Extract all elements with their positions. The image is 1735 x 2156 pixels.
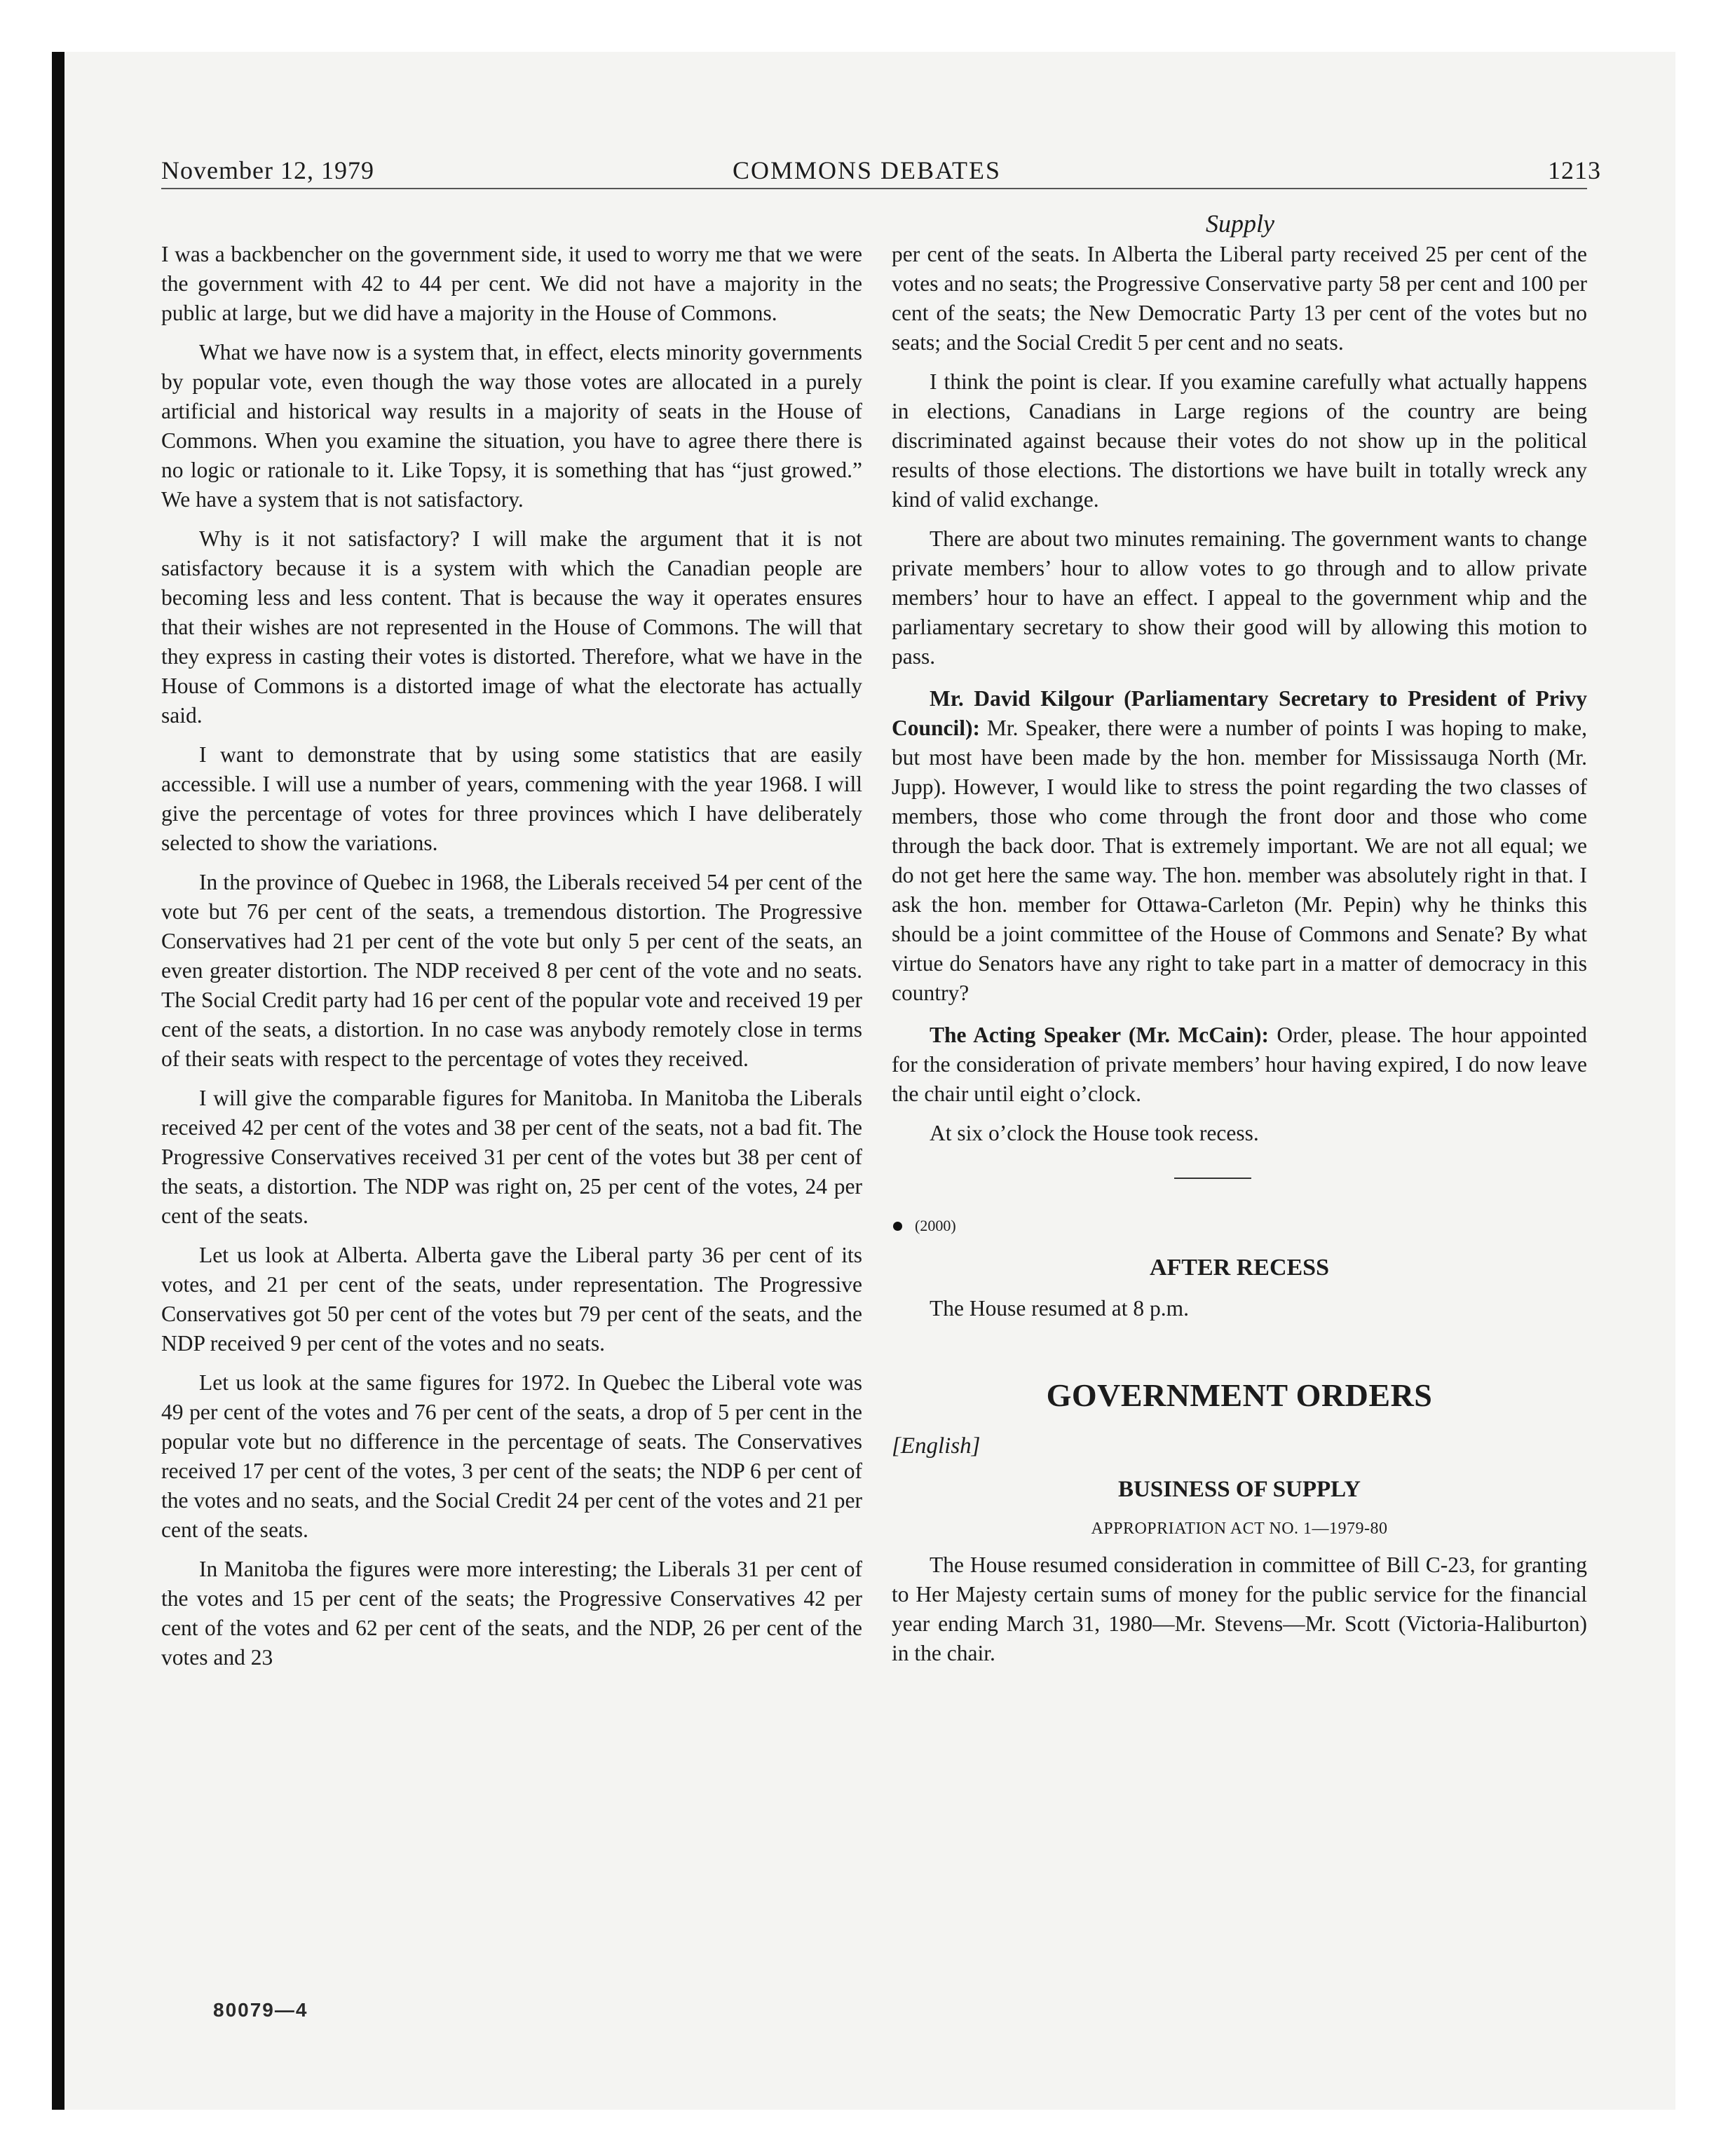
header-page-number: 1213 xyxy=(1548,156,1601,184)
right-column xyxy=(892,240,1587,1678)
paragraph: The House resumed consideration in committee of Bill C-23, for granting to Her Majesty certain sums of money for the public service for the financial year ending March 31, 1980—Mr. Stevens—Mr. Scott (Victoria-Haliburton) in the chair. xyxy=(892,1553,1587,1665)
scan-edge-bar xyxy=(52,52,64,2110)
left-column xyxy=(161,240,862,1682)
acting-speaker-paragraph xyxy=(892,1021,1587,1109)
paragraph: In the province of Quebec in 1968, the Liberals received 54 per cent of the vote but 76 per cent of the seats, a tremendous distortion. The Progressive Conservatives had 21 per cent of the vote but only 5 per cent of the seats, an even greater distortion. The NDP received 8 per cent of the vote and no seats. The Social Credit party had 16 per cent of the popular vote and received 19 per cent of the seats, a distortion. In no case was anybody remotely close in terms of their seats with respect to the percentage of votes they received. xyxy=(161,870,862,1071)
speech-text: Order, please. The hour appointed for the consideration of private members’ hour having expired, I do now leave the chair until eight o’clock. xyxy=(892,1023,1588,1106)
paragraph: I think the point is clear. If you examine carefully what actually happens in elections, Canadians in Large regions of the country are being discriminated against because their votes do not show up in the political results of those elections. The distortions we have built in totally wreck any kind of valid exchange. xyxy=(892,369,1587,512)
running-head: Supply xyxy=(1206,210,1274,238)
speaker-name: Mr. David Kilgour (Parliamentary Secretary to President of Privy Council): xyxy=(892,686,1587,740)
speech-text: Mr. Speaker, there were a number of points I was hoping to make, but most have been made by the hon. member for Mississauga North (Mr. Jupp). However, I would like to stress the point regarding the two classes of members, those who come through the front door and those who come through the back door. That is extremely important. We are not all equal; we do not get here the same way. The hon. member was absolutely right in that. I ask the hon. member for Ottawa-Carleton (Mr. Pepin) why he thinks this should be a joint committee of the House of Commons and Senate? By what virtue do Senators have any right to take part in a matter of democracy in this country? xyxy=(892,716,1587,1005)
timestamp-marker xyxy=(892,1211,1587,1241)
paragraph: In Manitoba the figures were more interesting; the Liberals 31 per cent of the votes and 15 per cent of the seats; the Progressive Conservatives 42 per cent of the votes and 62 per cent of the seats, and the NDP, 26 per cent of the votes and 23 xyxy=(161,1557,862,1670)
speaker-name: The Acting Speaker (Mr. McCain): xyxy=(930,1023,1269,1047)
paragraph: I was a backbencher on the government side, it used to worry me that we were the government with 42 to 44 per cent. We did not have a majority in the public at large, but we did have a majority in the House of Commons. xyxy=(161,242,862,325)
paragraph: What we have now is a system that, in effect, elects minority governments by popular vote, even though the way those votes are allocated in a purely artificial and historical way results in a majority of seats in the House of Commons. When you examine the situation, you have to agree there there is no logic or rationale to it. Like Topsy, it is something that has “just growed.” We have a system that is not satisfactory. xyxy=(161,340,862,512)
paragraph: Why is it not satisfactory? I will make the argument that it is not satisfactory because it is a system with which the Canadian people are becoming less and less content. That is because the way it operates ensures that their wishes are not represented in the House of Commons. The will that they express in casting their votes is distorted. Therefore, what we have in the House of Commons is a distorted image of what the electorate has actually said. xyxy=(161,526,862,728)
section-divider xyxy=(1174,1178,1251,1179)
paragraph: I will give the comparable figures for Manitoba. In Manitoba the Liberals received 42 per cent of the votes and 38 per cent of the seats, not a bad fit. The Progressive Conservatives received 31 per cent of the votes but 38 per cent of the seats, a distortion. The NDP was right on, 25 per cent of the votes, 24 per cent of the seats. xyxy=(161,1086,862,1228)
paragraph: At six o’clock the House took recess. xyxy=(930,1121,1259,1145)
paragraph: There are about two minutes remaining. The government wants to change private members’ hour to allow votes to go through and to allow private members’ hour to have an effect. I appeal to the government whip and the parliamentary secretary to show their good will by allowing this motion to pass. xyxy=(892,526,1587,669)
header-publication-title: COMMONS DEBATES xyxy=(733,156,1002,184)
paragraph: Let us look at the same figures for 1972. In Quebec the Liberal vote was 49 per cent of the votes and 76 per cent of the seats, a drop of 5 per cent in the popular vote but no difference in the percentage of seats. The Conservatives received 17 per cent of the votes, 3 per cent of the seats; the NDP 6 per cent of the votes and no seats, and the Social Credit 24 per cent of the votes and 21 per cent of the seats. xyxy=(161,1370,862,1542)
appropriation-subheading: APPROPRIATION ACT NO. 1—1979-80 xyxy=(1091,1520,1388,1538)
paragraph: The House resumed at 8 p.m. xyxy=(930,1296,1190,1321)
paragraph: I want to demonstrate that by using some statistics that are easily accessible. I will use a number of years, commening with the year 1968. I will give the percentage of votes for three provinces which I have deliberately selected to show the variations. xyxy=(161,742,862,855)
government-orders-heading: GOVERNMENT ORDERS xyxy=(1046,1377,1433,1413)
business-of-supply-heading: BUSINESS OF SUPPLY xyxy=(1117,1477,1361,1502)
header-date: November 12, 1979 xyxy=(161,156,374,184)
after-recess-heading: AFTER RECESS xyxy=(1149,1255,1329,1281)
timestamp: (2000) xyxy=(915,1217,956,1234)
header-rule xyxy=(161,188,1587,189)
language-tag: [English] xyxy=(892,1433,981,1459)
bullet-icon xyxy=(893,1222,902,1231)
paragraph: Let us look at Alberta. Alberta gave the Liberal party 36 per cent of its votes, and 21 per cent of the seats, under representation. The Progressive Conservatives got 50 per cent of the votes but 79 per cent of the seats, and the NDP received 9 per cent of the votes and no seats. xyxy=(161,1243,862,1356)
paragraph: per cent of the seats. In Alberta the Liberal party received 25 per cent of the votes and no seats; the Progressive Conservative party 58 per cent and 100 per cent of the seats; the New Democratic Party 13 per cent of the votes but no seats; and the Social Credit 5 per cent and no seats. xyxy=(892,242,1587,355)
kilgour-paragraph xyxy=(892,684,1587,1008)
footer-print-code: 80079—4 xyxy=(213,1999,308,2021)
